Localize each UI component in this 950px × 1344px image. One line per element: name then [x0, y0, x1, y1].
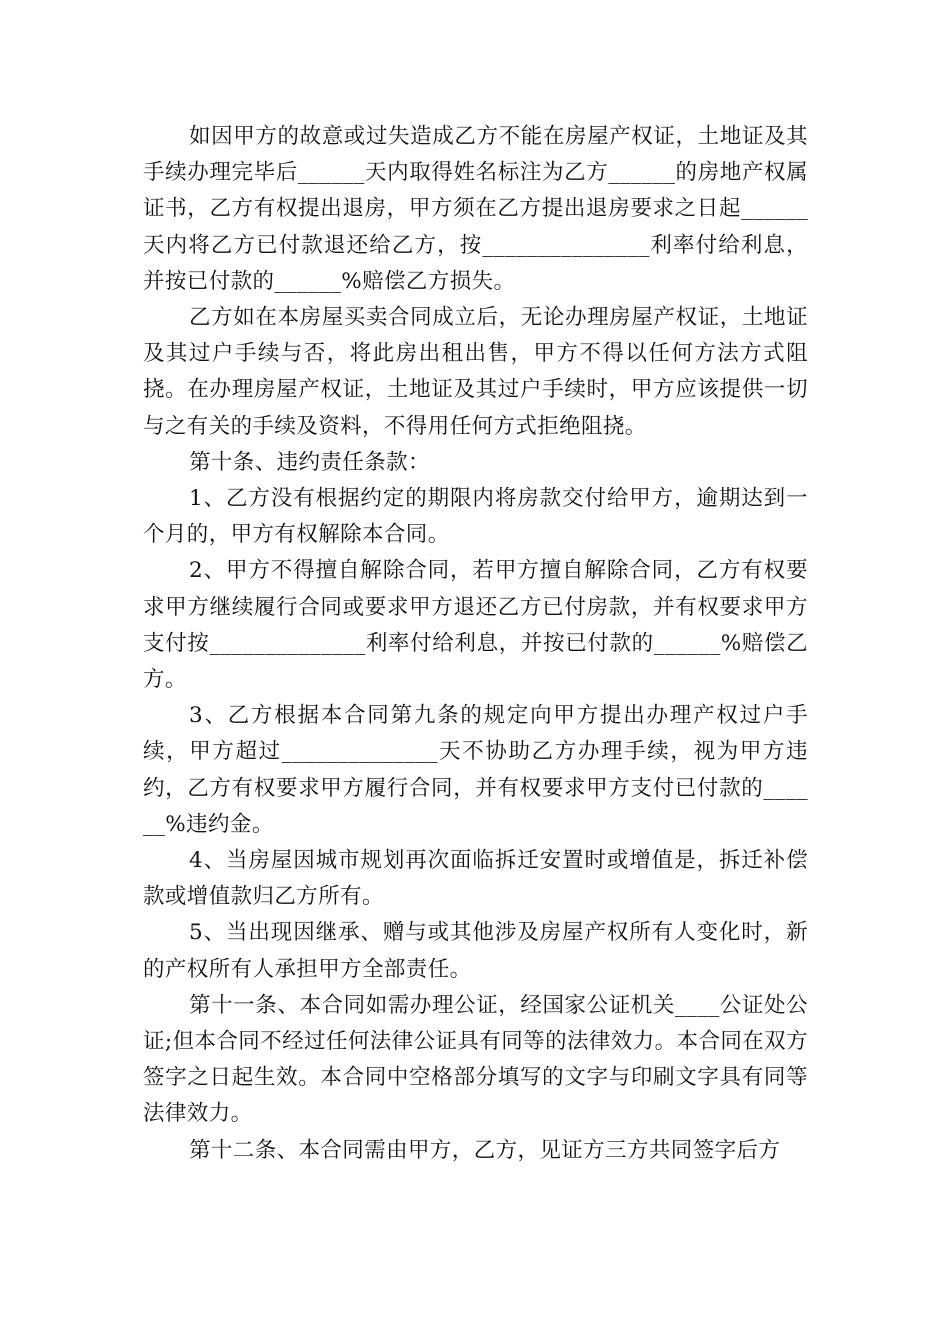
paragraph-breach-item-5: 5、当出现因继承、赠与或其他涉及房屋产权所有人变化时，新的产权所有人承担甲方全部责任。 [143, 920, 808, 982]
paragraph-article-12: 第十二条、本合同需由甲方，乙方，见证方三方共同签字后方 [189, 1137, 781, 1163]
paragraph-article-11: 第十一条、本合同如需办理公证，经国家公证机关____公证处公证;但本合同不经过任何法律公证具有同等的法律效力。本合同在双方签字之日起生效。本合同中空格部分填写的文字与印刷文字具有同等法律效力。 [143, 992, 808, 1127]
document-page [143, 119, 808, 1169]
paragraph-refund-clause: 如因甲方的故意或过失造成乙方不能在房屋产权证，土地证及其手续办理完毕后______天内取得姓名标注为乙方______的房地产权属证书，乙方有权提出退房，甲方须在乙方提出退房要求之日起______天内将乙方已付款退还给乙方，按_______________利率付给利息，并按已付款的______%赔偿乙方损失。 [143, 124, 808, 294]
section-heading-article-10: 第十条、违约责任条款： [189, 449, 430, 475]
paragraph-breach-item-1: 1、乙方没有根据约定的期限内将房款交付给甲方，逾期达到一个月的，甲方有权解除本合同。 [143, 486, 808, 548]
paragraph-breach-item-2: 2、甲方不得擅自解除合同，若甲方擅自解除合同，乙方有权要求甲方继续履行合同或要求甲方退还乙方已付房款，并有权要求甲方支付按______________利率付给利息，并按已付款的______%赔偿乙方。 [143, 558, 808, 693]
paragraph-buyer-rights: 乙方如在本房屋买卖合同成立后，无论办理房屋产权证，土地证及其过户手续与否，将此房出租出售，甲方不得以任何方法方式阻挠。在办理房屋产权证，土地证及其过户手续时，甲方应该提供一切与之有关的手续及资料，不得用任何方式拒绝阻挠。 [143, 305, 808, 439]
paragraph-breach-item-4: 4、当房屋因城市规划再次面临拆迁安置时或增值是，拆迁补偿款或增值款归乙方所有。 [143, 848, 808, 910]
paragraph-breach-item-3: 3、乙方根据本合同第九条的规定向甲方提出办理产权过户手续，甲方超过______________天不协助乙方办理手续，视为甲方违约，乙方有权要求甲方履行合同，并有权要求甲方支付已付款的______%违约金。 [143, 703, 808, 837]
